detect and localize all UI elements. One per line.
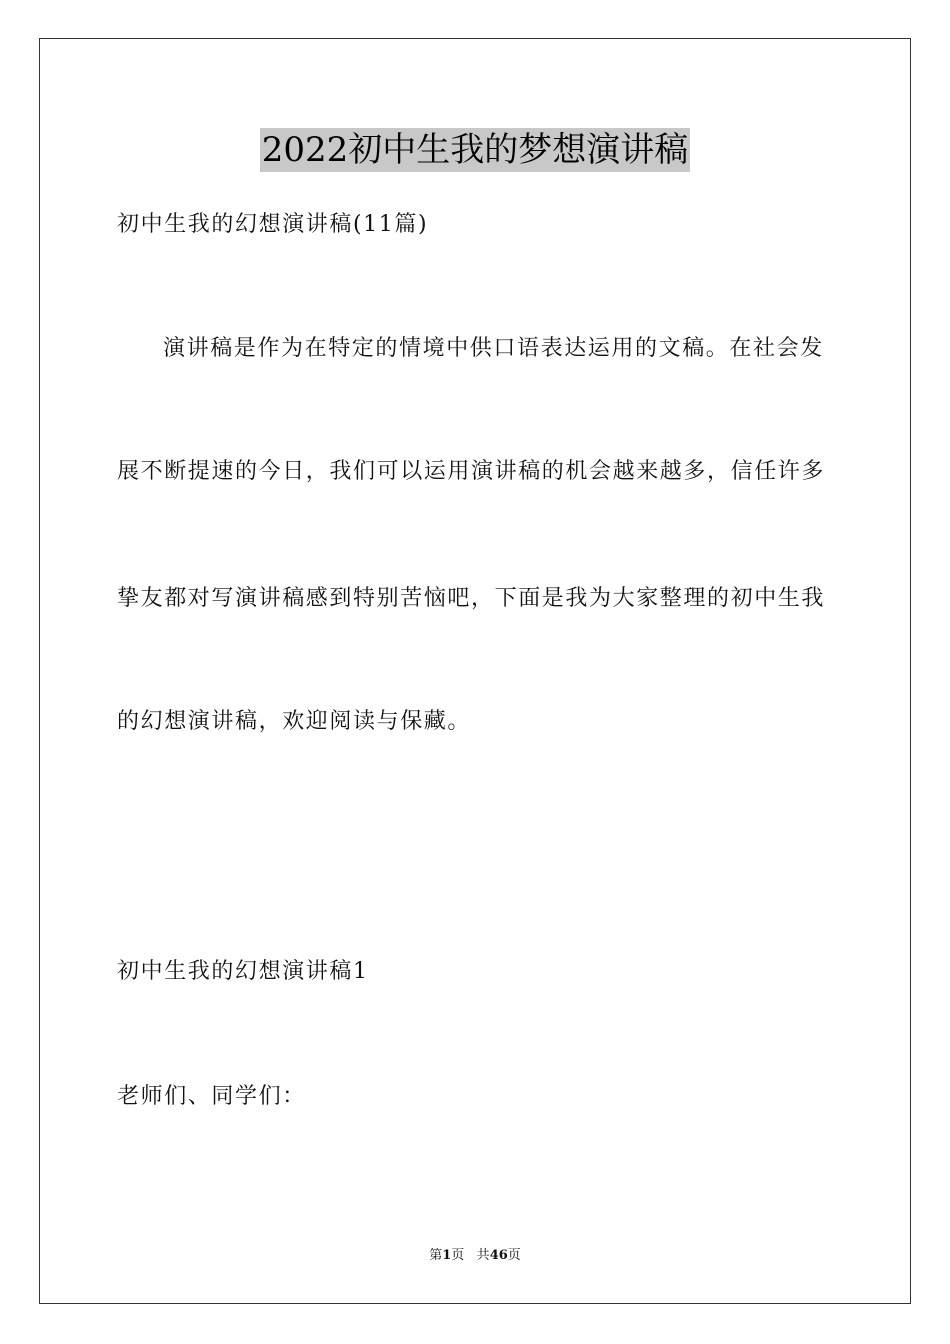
section-heading: 初中生我的幻想演讲稿1 (117, 959, 369, 984)
intro-line-4: 的幻想演讲稿，欢迎阅读与保藏。 (117, 709, 472, 734)
footer-page-number: 1 (442, 1248, 452, 1263)
intro-line-3: 挚友都对写演讲稿感到特别苦恼吧，下面是我为大家整理的初中生我 (117, 586, 826, 611)
footer-total-prefix: 共 (476, 1248, 490, 1263)
footer-page-suffix: 页 (451, 1248, 465, 1263)
document-subtitle: 初中生我的幻想演讲稿(11篇) (117, 212, 429, 237)
intro-line-1: 演讲稿是作为在特定的情境中供口语表达运用的文稿。在社会发 (163, 336, 824, 361)
footer-total-pages: 46 (489, 1248, 508, 1263)
footer-page-prefix: 第 (429, 1248, 443, 1263)
intro-line-2: 展不断提速的今日，我们可以运用演讲稿的机会越来越多，信任许多 (117, 459, 826, 484)
document-title: 2022初中生我的梦想演讲稿 (261, 130, 689, 170)
title-container (0, 128, 950, 172)
salutation: 老师们、同学们： (117, 1084, 306, 1109)
page-footer (0, 1247, 950, 1265)
footer-total-suffix: 页 (507, 1248, 521, 1263)
